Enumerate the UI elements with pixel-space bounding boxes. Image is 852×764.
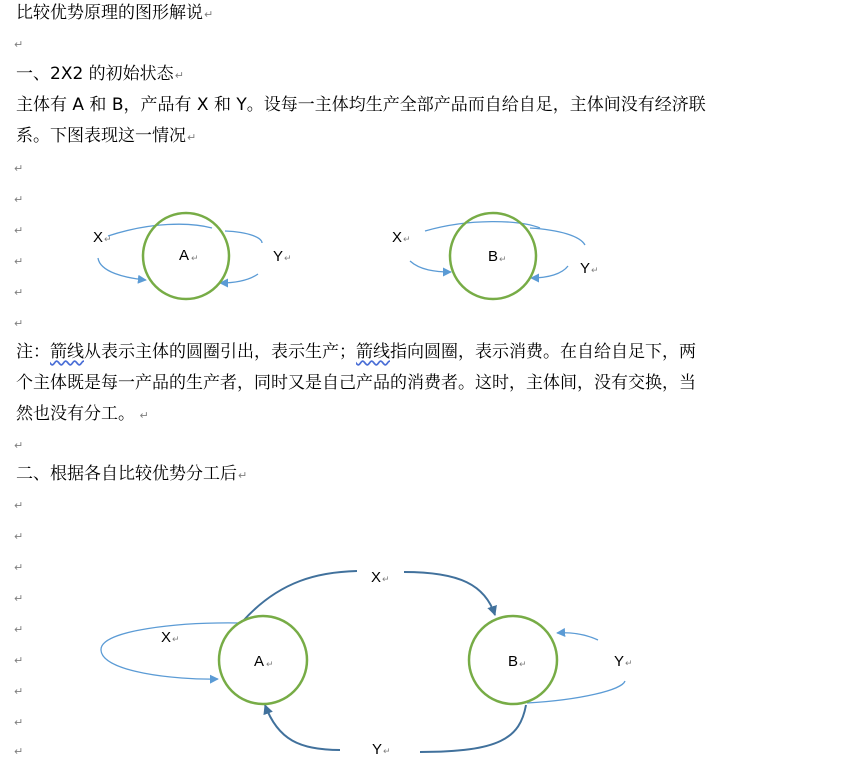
note-line3: 然也没有分工。 xyxy=(16,404,135,424)
section1-para-line2: 系。下图表现这一情况 xyxy=(16,126,186,146)
y-production-arrow xyxy=(530,228,585,245)
empty-paragraph-mark: ↵ xyxy=(14,439,24,452)
node-a-label: A xyxy=(179,247,190,264)
x-export-arrow-end xyxy=(404,572,495,615)
empty-paragraph-mark: ↵ xyxy=(14,623,24,636)
y-label: Y xyxy=(273,248,284,265)
note-line2: 个主体既是每一产品的生产者，同时又是自己产品的消费者。这时，主体间，没有交换，当 xyxy=(16,373,696,393)
paragraph-mark: ↵ xyxy=(238,469,248,482)
empty-paragraph-mark: ↵ xyxy=(14,499,24,512)
svg-text:↵: ↵ xyxy=(625,659,633,669)
empty-paragraph-mark: ↵ xyxy=(14,654,24,667)
empty-paragraph-mark: ↵ xyxy=(14,530,24,543)
svg-text:↵: ↵ xyxy=(104,235,112,245)
y-export-arrow-end xyxy=(265,705,340,750)
svg-text:↵: ↵ xyxy=(284,254,292,264)
empty-paragraph-mark: ↵ xyxy=(14,716,24,729)
x-exchange-label: X xyxy=(371,569,382,586)
paragraph-mark: ↵ xyxy=(174,69,184,82)
note-arrow-term-1: 箭线 xyxy=(50,342,84,362)
empty-paragraph-mark: ↵ xyxy=(14,38,24,51)
empty-paragraph-mark: ↵ xyxy=(14,193,24,206)
diagram2 xyxy=(101,569,633,758)
svg-text:↵: ↵ xyxy=(266,660,274,670)
diagram1-left xyxy=(93,213,292,299)
svg-text:↵: ↵ xyxy=(191,254,199,264)
x-export-arrow-start xyxy=(243,571,357,621)
y-label: Y xyxy=(580,260,591,277)
empty-paragraph-mark: ↵ xyxy=(14,286,24,299)
node-a-label: A xyxy=(254,653,265,670)
x-production-arrow xyxy=(108,224,212,236)
y-self-consumption-arrow xyxy=(557,633,598,640)
y-export-arrow-start xyxy=(420,705,526,752)
node-b-label: B xyxy=(488,248,499,265)
paragraph-mark: ↵ xyxy=(204,8,214,21)
empty-paragraph-mark: ↵ xyxy=(14,317,24,330)
svg-text:↵: ↵ xyxy=(519,660,527,670)
x-label: X xyxy=(392,229,403,246)
svg-text:↵: ↵ xyxy=(382,575,390,585)
x-consumption-arrow xyxy=(98,258,146,280)
svg-text:↵: ↵ xyxy=(499,255,507,265)
empty-paragraph-mark: ↵ xyxy=(14,255,24,268)
paragraph-mark: ↵ xyxy=(136,409,149,422)
title-text: 比较优势原理的图形解说 xyxy=(16,3,203,23)
x-label: X xyxy=(93,229,104,246)
empty-paragraph-mark: ↵ xyxy=(14,592,24,605)
empty-paragraph-mark: ↵ xyxy=(14,745,24,758)
y-exchange-label: Y xyxy=(372,741,383,758)
empty-paragraph-mark: ↵ xyxy=(14,685,24,698)
svg-text:↵: ↵ xyxy=(403,235,411,245)
node-b-label: B xyxy=(508,653,519,670)
empty-paragraph-mark: ↵ xyxy=(14,561,24,574)
svg-text:↵: ↵ xyxy=(591,266,599,276)
empty-paragraph-mark: ↵ xyxy=(14,224,24,237)
empty-paragraph-mark: ↵ xyxy=(14,162,24,175)
note-prefix: 注： xyxy=(16,342,50,362)
y-self-label: Y xyxy=(614,653,625,670)
note-text-2: 指向圆圈，表示消费。在自给自足下，两 xyxy=(390,342,696,362)
y-production-arrow xyxy=(225,231,262,243)
diagram1-right xyxy=(392,213,599,299)
x-consumption-arrow xyxy=(410,261,451,272)
y-consumption-arrow xyxy=(531,266,568,278)
paragraph-mark: ↵ xyxy=(187,131,197,144)
note-text-1: 从表示主体的圆圈引出，表示生产； xyxy=(84,342,356,362)
svg-text:↵: ↵ xyxy=(383,747,391,757)
section2-heading-text: 二、根据各自比较优势分工后 xyxy=(16,464,237,484)
section1-para-line1: 主体有 A 和 B，产品有 X 和 Y。设每一主体均生产全部产品而自给自足，主体间没有经济联 xyxy=(16,95,706,115)
note-arrow-term-2: 箭线 xyxy=(356,342,390,362)
svg-text:↵: ↵ xyxy=(172,635,180,645)
section1-heading-text: 一、2X2 的初始状态 xyxy=(16,64,174,84)
x-self-label: X xyxy=(161,629,172,646)
